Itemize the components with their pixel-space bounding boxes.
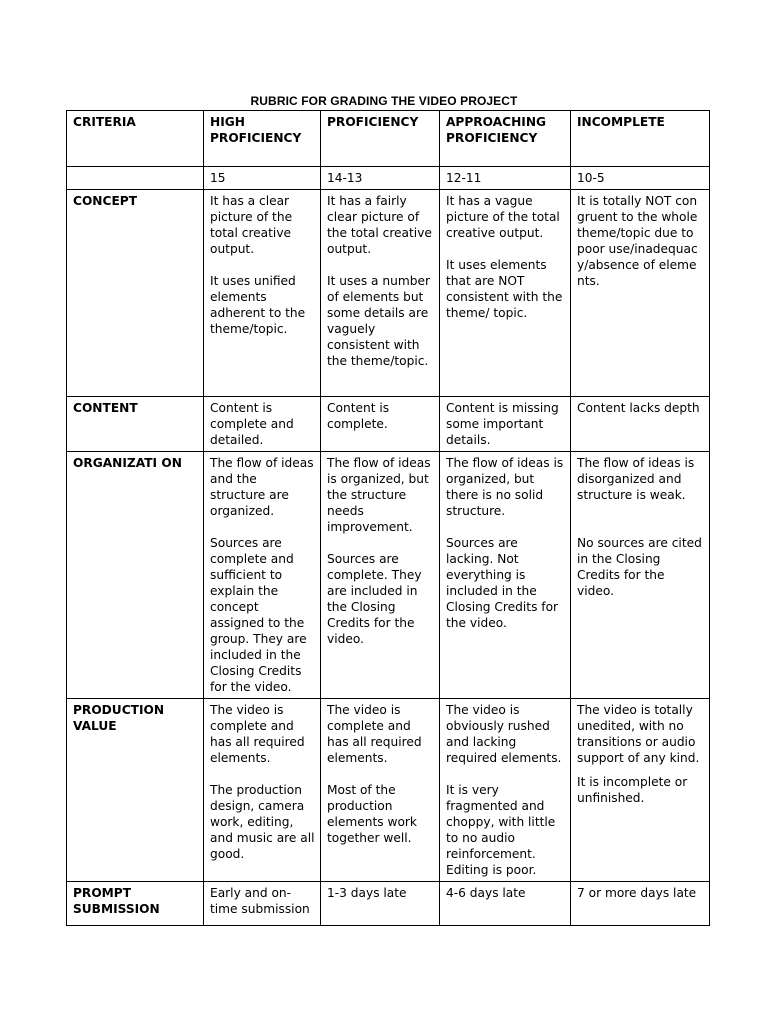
cell-production-approaching <box>440 699 571 882</box>
cell-text: Content lacks depth <box>577 401 700 415</box>
cell-content-approaching <box>440 397 571 452</box>
cell-prompt-proficiency <box>321 882 440 926</box>
cell-text: It is totally NOT congruent to the whole theme/topic due to poor use/inadequacy/absence of elements. <box>577 194 698 288</box>
cell-text: It is incomplete or unfinished. <box>577 775 688 805</box>
cell-prompt-approaching <box>440 882 571 926</box>
cell-text: It uses a number of elements but some details are vaguely consistent with the theme/topic. <box>327 274 430 368</box>
criteria-organization: ORGANIZATI ON <box>67 452 204 699</box>
cell-text: 4-6 days late <box>446 886 526 900</box>
cell-text: Most of the production elements work together well. <box>327 783 417 845</box>
cell-text: Sources are complete. They are included in the Closing Credits for the video. <box>327 552 422 646</box>
row-organization <box>67 452 710 699</box>
cell-organization-high <box>204 452 321 699</box>
level-header-high: HIGH PROFICIENCY <box>204 111 321 167</box>
points-criteria-cell <box>67 167 204 190</box>
cell-text: It uses unified elements adherent to the theme/topic. <box>210 274 306 336</box>
cell-text: The video is complete and has all required elements. <box>210 703 305 765</box>
points-high: 15 <box>204 167 321 190</box>
cell-text: The flow of ideas and the structure are organized. <box>210 456 314 518</box>
cell-prompt-incomplete <box>571 882 710 926</box>
cell-text: It is very fragmented and choppy, with little to no audio reinforcement. Editing is poor. <box>446 783 556 877</box>
cell-text: Content is complete and detailed. <box>210 401 294 447</box>
rubric-table <box>66 110 710 926</box>
cell-text: The production design, camera work, editing, and music are all good. <box>210 783 315 861</box>
points-approaching: 12-11 <box>440 167 571 190</box>
row-prompt-submission <box>67 882 710 926</box>
document-title: RUBRIC FOR GRADING THE VIDEO PROJECT <box>250 94 518 108</box>
cell-text: Content is complete. <box>327 401 390 431</box>
row-concept <box>67 190 710 397</box>
criteria-production-value: PRODUCTION VALUE <box>67 699 204 882</box>
cell-content-incomplete <box>571 397 710 452</box>
cell-text: Early and on-time submission <box>210 886 310 916</box>
cell-text: 1-3 days late <box>327 886 407 900</box>
points-proficiency: 14-13 <box>321 167 440 190</box>
cell-text: No sources are cited in the Closing Credits for the video. <box>577 536 702 598</box>
row-content <box>67 397 710 452</box>
cell-concept-approaching <box>440 190 571 397</box>
criteria-content: CONTENT <box>67 397 204 452</box>
cell-prompt-high <box>204 882 321 926</box>
cell-text: The video is obviously rushed and lacking required elements. <box>446 703 562 765</box>
cell-production-high <box>204 699 321 882</box>
points-incomplete: 10-5 <box>571 167 710 190</box>
cell-organization-approaching <box>440 452 571 699</box>
criteria-concept: CONCEPT <box>67 190 204 397</box>
level-header-proficiency: PROFICIENCY <box>321 111 440 167</box>
cell-text: It has a fairly clear picture of the total creative output. <box>327 194 432 256</box>
cell-text: The flow of ideas is organized, but there is no solid structure. <box>446 456 564 518</box>
cell-content-high <box>204 397 321 452</box>
cell-text: The flow of ideas is disorganized and structure is weak. <box>577 456 695 502</box>
level-header-approaching: APPROACHING PROFICIENCY <box>440 111 571 167</box>
cell-text: It has a vague picture of the total creative output. <box>446 194 560 240</box>
cell-production-proficiency <box>321 699 440 882</box>
cell-concept-proficiency <box>321 190 440 397</box>
row-production-value <box>67 699 710 882</box>
cell-concept-incomplete <box>571 190 710 397</box>
cell-content-proficiency <box>321 397 440 452</box>
cell-text: It has a clear picture of the total creative output. <box>210 194 293 256</box>
cell-concept-high <box>204 190 321 397</box>
criteria-prompt-submission: PROMPT SUBMISSION <box>67 882 204 926</box>
cell-organization-proficiency <box>321 452 440 699</box>
points-row <box>67 167 710 190</box>
cell-text: Sources are complete and sufficient to explain the concept assigned to the group. They are included in the Closing Credits for the video. <box>210 536 307 694</box>
cell-text: It uses elements that are NOT consistent with the theme/ topic. <box>446 258 563 320</box>
level-header-incomplete: INCOMPLETE <box>571 111 710 167</box>
criteria-header: CRITERIA <box>67 111 204 167</box>
cell-organization-incomplete <box>571 452 710 699</box>
cell-text: The flow of ideas is organized, but the structure needs improvement. <box>327 456 431 534</box>
cell-text: The video is totally unedited, with no transitions or audio support of any kind. <box>577 703 700 765</box>
cell-text: 7 or more days late <box>577 886 697 900</box>
cell-text: Sources are lacking. Not everything is included in the Closing Credits for the video. <box>446 536 559 630</box>
cell-production-incomplete <box>571 699 710 882</box>
cell-text: Content is missing some important details. <box>446 401 559 447</box>
cell-text: The video is complete and has all required elements. <box>327 703 422 765</box>
header-row <box>67 111 710 167</box>
